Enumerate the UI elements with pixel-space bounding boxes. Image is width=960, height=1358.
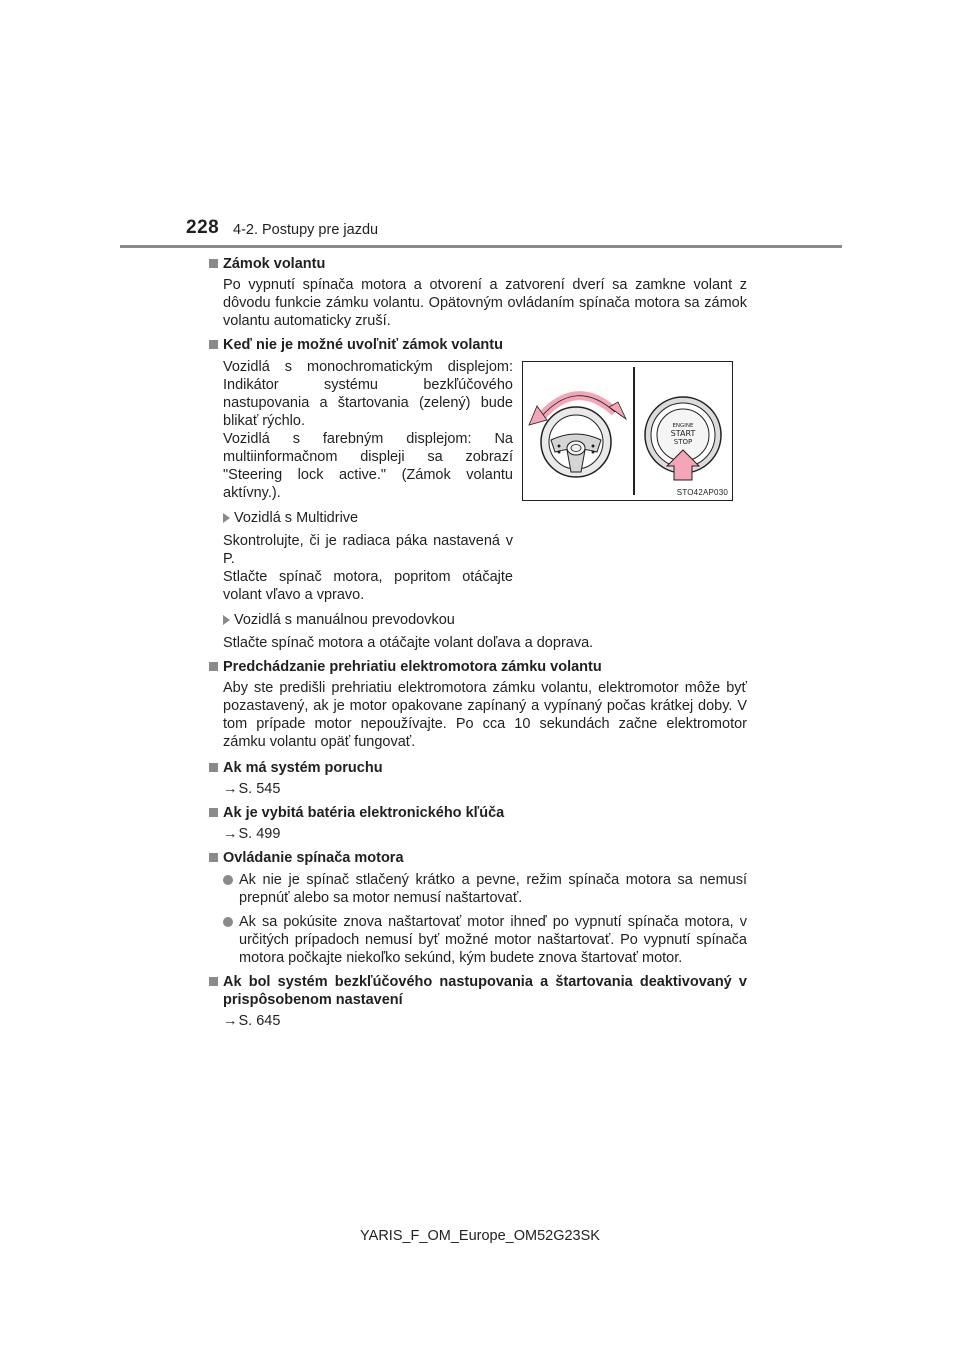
header-rule bbox=[120, 245, 842, 248]
bullet-switch-2: Ak sa pokúsite znova naštartovať motor ihneď po vypnutí spínača motora, v určitých prípadoch nemusí byť možné motor naštartovať. Po vypnutí spínača motora počkajte niekoľko sekúnd, kým budete znova štartovať motor. bbox=[209, 913, 747, 967]
ref-malfunction: →S. 545 bbox=[223, 781, 281, 797]
heading-deactivated: Ak bol systém bezkľúčového nastupovania a štartovania deaktivovaný v prispôsobenom nastavení bbox=[209, 973, 747, 1009]
arrow-icon: → bbox=[223, 826, 238, 842]
triangle-icon bbox=[223, 513, 230, 523]
svg-text:ENGINE: ENGINE bbox=[672, 423, 694, 429]
ref-key-battery: →S. 499 bbox=[223, 826, 281, 842]
steering-wheel-icon bbox=[541, 407, 611, 477]
triangle-icon bbox=[223, 615, 230, 625]
bullet-dot-icon bbox=[223, 875, 233, 885]
bullet-switch-1: Ak nie je spínač stlačený krátko a pevne, režim spínača motora sa nemusí prepnúť alebo sa motor nemusí naštartovať. bbox=[209, 871, 747, 907]
para-multidrive-1: Skontrolujte, či je radiaca páka nastavená v P. bbox=[223, 533, 513, 567]
section-title: 4-2. Postupy pre jazdu bbox=[233, 222, 379, 238]
para-manual: Stlačte spínač motora a otáčajte volant doľava a doprava. bbox=[223, 635, 594, 651]
heading-overheat: Predchádzanie prehriatiu elektromotora zámku volantu bbox=[209, 658, 747, 676]
page-number: 228 bbox=[186, 217, 220, 238]
figure-illustration bbox=[523, 362, 732, 500]
svg-text:STOP: STOP bbox=[673, 438, 693, 446]
bullet-dot-icon bbox=[223, 917, 233, 927]
heading-malfunction: Ak má systém poruchu bbox=[209, 759, 747, 777]
para-steering-lock: Po vypnutí spínača motora a otvorení a zatvorení dverí sa zamkne volant z dôvodu funkcie zámku volantu. Opätovným ovládaním spínača motora sa zámok volantu automaticky zruší. bbox=[223, 277, 747, 329]
arrow-icon: → bbox=[223, 781, 238, 797]
para-overheat: Aby ste predišli prehriatiu elektromotora zámku volantu, elektromotor môže byť pozastavený, ak je motor opakovane zapínaný a vypínaný počas krátkej doby. V tom prípade motor nepoužívajte. Po cca 10 sekundách začne elektromotor zámku volantu opäť fungovať. bbox=[223, 680, 747, 750]
figure-code: STO42AP030 bbox=[676, 488, 728, 497]
para-display-color: Vozidlá s farebným displejom: Na multiinformačnom displeji sa zobrazí "Steering lock active." (Zámok volantu aktívny.). bbox=[223, 431, 513, 501]
subheading-manual: Vozidlá s manuálnou prevodovkou bbox=[209, 611, 747, 629]
heading-cannot-release: Keď nie je možné uvoľniť zámok volantu bbox=[209, 336, 747, 354]
heading-key-battery: Ak je vybitá batéria elektronického kľúča bbox=[209, 804, 747, 822]
para-multidrive-2: Stlačte spínač motora, popritom otáčajte volant vľavo a vpravo. bbox=[223, 569, 513, 603]
svg-text:START: START bbox=[670, 429, 696, 438]
heading-switch-operation: Ovládanie spínača motora bbox=[209, 849, 747, 867]
heading-steering-lock: Zámok volantu bbox=[209, 255, 747, 273]
arrow-icon: → bbox=[223, 1013, 238, 1029]
para-display-mono: Vozidlá s monochromatickým displejom: Indikátor systému bezkľúčového nastupovania a štartovania (zelený) bude blikať rýchlo. bbox=[223, 359, 513, 429]
subheading-multidrive: Vozidlá s Multidrive bbox=[209, 509, 747, 527]
steering-lock-figure bbox=[522, 361, 733, 501]
ref-deactivated: →S. 645 bbox=[223, 1013, 281, 1029]
footer-code: YARIS_F_OM_Europe_OM52G23SK bbox=[360, 1228, 600, 1244]
